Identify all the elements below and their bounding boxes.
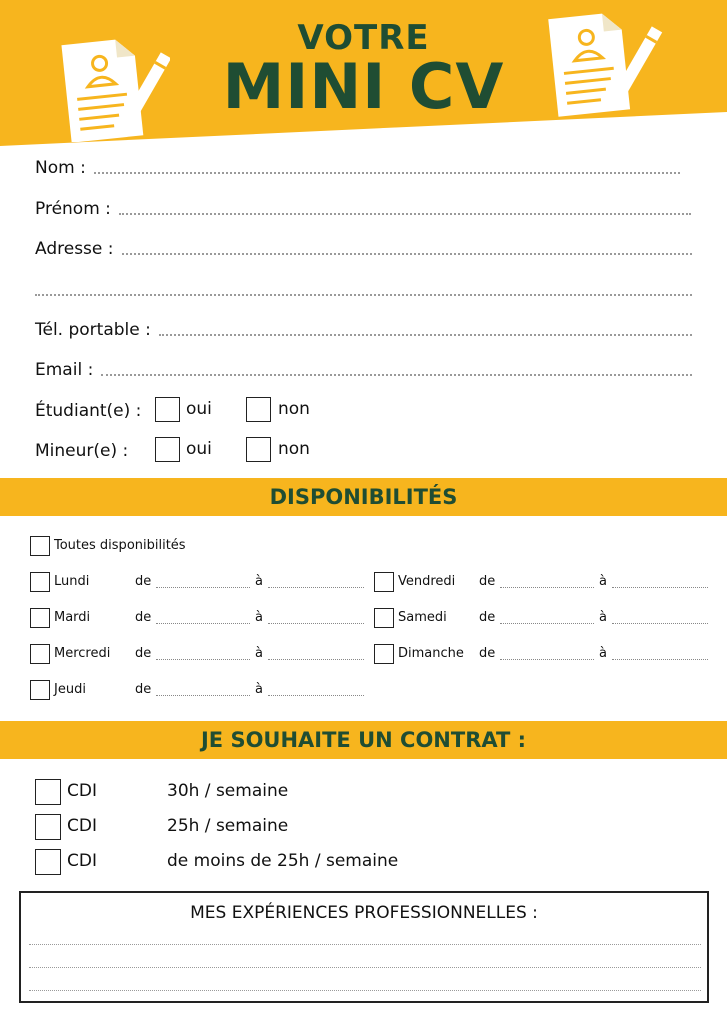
contrat-type: CDI (67, 816, 97, 836)
contrat-hours: 30h / semaine (167, 781, 289, 801)
mineur-label: Mineur(e) : (35, 441, 129, 461)
day-checkbox[interactable] (30, 644, 50, 664)
de-label: de (479, 646, 496, 661)
adresse-label: Adresse : (35, 239, 114, 259)
day-checkbox[interactable] (30, 608, 50, 628)
prenom-field[interactable] (35, 199, 691, 219)
start-time-line[interactable] (156, 694, 250, 696)
start-time-line[interactable] (500, 658, 594, 660)
end-time-line[interactable] (268, 658, 364, 660)
day-checkbox[interactable] (30, 572, 50, 592)
tel-label: Tél. portable : (35, 320, 151, 340)
mineur-oui-label: oui (186, 439, 212, 459)
etudiant-non-checkbox[interactable] (246, 397, 271, 422)
experience-line[interactable] (29, 966, 701, 968)
adresse-second-line[interactable] (35, 293, 692, 296)
de-label: de (135, 682, 152, 697)
start-time-line[interactable] (500, 622, 594, 624)
experiences-box (19, 891, 709, 1003)
tel-field[interactable] (35, 320, 692, 340)
experiences-title: MES EXPÉRIENCES PROFESSIONNELLES : (190, 903, 538, 923)
etudiant-oui-checkbox[interactable] (155, 397, 180, 422)
email-label: Email : (35, 360, 94, 380)
contrat-type: CDI (67, 781, 97, 801)
toutes-disponibilites-label: Toutes disponibilités (54, 538, 186, 553)
nom-input-line[interactable] (94, 171, 680, 174)
contrat-hours: de moins de 25h / semaine (167, 851, 399, 871)
experience-line[interactable] (29, 989, 701, 991)
prenom-input-line[interactable] (119, 212, 691, 215)
start-time-line[interactable] (500, 586, 594, 588)
day-checkbox[interactable] (374, 572, 394, 592)
a-label: à (599, 610, 607, 625)
a-label: à (255, 682, 263, 697)
etudiant-non-label: non (278, 399, 310, 419)
contrat-header: JE SOUHAITE UN CONTRAT : (0, 721, 727, 759)
experience-line[interactable] (29, 943, 701, 945)
prenom-label: Prénom : (35, 199, 111, 219)
mineur-non-label: non (278, 439, 310, 459)
disponibilites-header: DISPONIBILITÉS (0, 478, 727, 516)
etudiant-label: Étudiant(e) : (35, 401, 142, 421)
a-label: à (599, 646, 607, 661)
end-time-line[interactable] (268, 622, 364, 624)
end-time-line[interactable] (612, 658, 708, 660)
adresse-field[interactable] (35, 239, 692, 259)
de-label: de (135, 574, 152, 589)
etudiant-oui-label: oui (186, 399, 212, 419)
start-time-line[interactable] (156, 586, 250, 588)
email-field[interactable] (35, 360, 692, 380)
title-votre: VOTRE (297, 18, 430, 58)
end-time-line[interactable] (268, 586, 364, 588)
tel-input-line[interactable] (159, 333, 692, 336)
nom-field[interactable] (35, 158, 680, 178)
day-label: Mercredi (54, 646, 111, 661)
contrat-checkbox[interactable] (35, 814, 61, 840)
contrat-type: CDI (67, 851, 97, 871)
adresse-input-line[interactable] (122, 252, 692, 255)
a-label: à (255, 574, 263, 589)
nom-label: Nom : (35, 158, 86, 178)
day-label: Dimanche (398, 646, 464, 661)
day-checkbox[interactable] (30, 680, 50, 700)
day-label: Samedi (398, 610, 447, 625)
toutes-disponibilites-checkbox[interactable] (30, 536, 50, 556)
day-checkbox[interactable] (374, 608, 394, 628)
title-mini-cv: MINI CV (222, 50, 505, 123)
a-label: à (255, 646, 263, 661)
contrat-checkbox[interactable] (35, 849, 61, 875)
de-label: de (479, 610, 496, 625)
day-label: Vendredi (398, 574, 456, 589)
a-label: à (599, 574, 607, 589)
de-label: de (135, 646, 152, 661)
contrat-checkbox[interactable] (35, 779, 61, 805)
contrat-hours: 25h / semaine (167, 816, 289, 836)
start-time-line[interactable] (156, 622, 250, 624)
de-label: de (135, 610, 152, 625)
day-checkbox[interactable] (374, 644, 394, 664)
end-time-line[interactable] (268, 694, 364, 696)
mineur-oui-checkbox[interactable] (155, 437, 180, 462)
email-input-line[interactable] (101, 373, 692, 376)
a-label: à (255, 610, 263, 625)
de-label: de (479, 574, 496, 589)
mineur-non-checkbox[interactable] (246, 437, 271, 462)
start-time-line[interactable] (156, 658, 250, 660)
day-label: Lundi (54, 574, 90, 589)
day-label: Jeudi (54, 682, 86, 697)
end-time-line[interactable] (612, 586, 708, 588)
end-time-line[interactable] (612, 622, 708, 624)
day-label: Mardi (54, 610, 91, 625)
